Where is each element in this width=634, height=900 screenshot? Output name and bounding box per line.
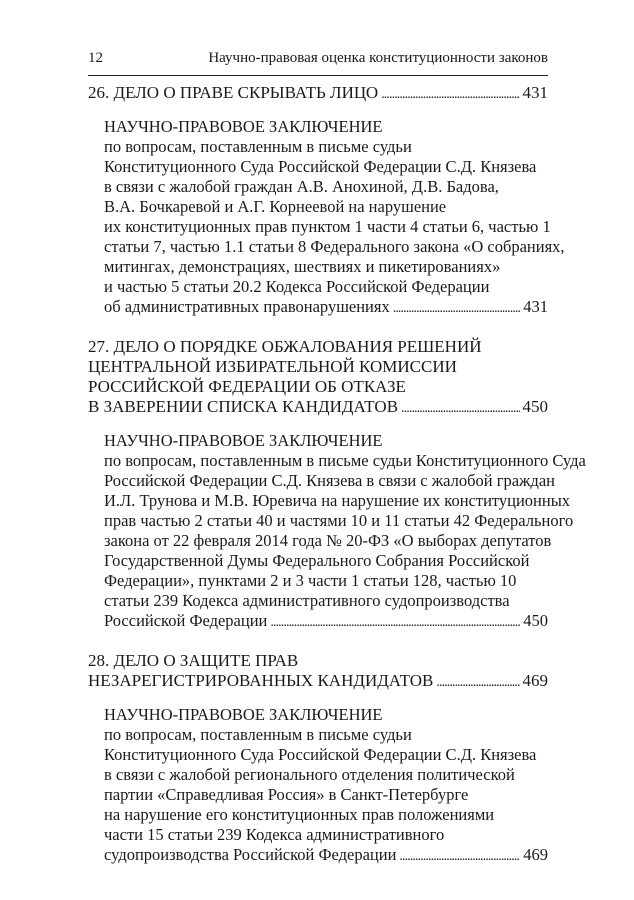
entry-last-line [104, 611, 548, 633]
entry-text-line: об административных правонарушениях [104, 297, 390, 316]
entry-text-line: в связи с жалобой граждан А.В. Анохиной, Д.В. Бадова, [104, 177, 499, 196]
case-title-line: 28. ДЕЛО О ЗАЩИТЕ ПРАВ [88, 651, 299, 670]
entry-text-line: митингах, демонстрациях, шествиях и пикетированиях» [104, 257, 501, 276]
dot-leader [401, 397, 519, 419]
entry-heading: НАУЧНО-ПРАВОВОЕ ЗАКЛЮЧЕНИЕ [104, 117, 383, 136]
entry-text-line: закона от 22 февраля 2014 года № 20-ФЗ «О выборах депутатов [104, 531, 552, 550]
dot-leader [399, 845, 520, 867]
entry-text-line: по вопросам, поставленным в письме судьи Конституционного Суда [104, 451, 586, 470]
dot-leader [436, 671, 519, 693]
toc-case-heading[interactable] [88, 337, 548, 419]
case-page-number: 469 [522, 671, 548, 690]
toc-entry[interactable] [88, 117, 565, 319]
case-page-number: 450 [522, 397, 548, 416]
page-number: 12 [88, 50, 103, 66]
entry-text-line: на нарушение его конституционных прав положениями [104, 805, 495, 824]
entry-text-line: Российской Федерации [104, 611, 268, 630]
case-title-line: 26. ДЕЛО О ПРАВЕ СКРЫВАТЬ ЛИЦО [88, 83, 379, 102]
case-page-number: 431 [522, 83, 548, 102]
entry-heading: НАУЧНО-ПРАВОВОЕ ЗАКЛЮЧЕНИЕ [104, 431, 383, 450]
entry-heading: НАУЧНО-ПРАВОВОЕ ЗАКЛЮЧЕНИЕ [104, 705, 383, 724]
entry-text-line: В.А. Бочкаревой и А.Г. Корнеевой на нарушение [104, 197, 447, 216]
entry-text-line: Государственной Думы Федерального Собрания Российской [104, 551, 530, 570]
entry-text-line: Российской Федерации С.Д. Князева в связи с жалобой граждан [104, 471, 555, 490]
entry-text-line: по вопросам, поставленным в письме судьи [104, 137, 412, 156]
entry-text-line: Федерации», пунктами 2 и 3 части 1 статьи 128, частью 10 [104, 571, 517, 590]
dot-leader [393, 297, 521, 319]
entry-text-line: и частью 5 статьи 20.2 Кодекса Российской Федерации [104, 277, 490, 296]
toc-entry[interactable] [88, 431, 586, 633]
entry-text-line: И.Л. Трунова и М.В. Юревича на нарушение их конституционных [104, 491, 571, 510]
running-title: Научно-правовая оценка конституционности законов [208, 50, 548, 66]
entry-text-line: по вопросам, поставленным в письме судьи [104, 725, 412, 744]
header-rule [88, 75, 548, 76]
running-header [88, 50, 548, 72]
entry-text-line: партии «Справедливая Россия» в Санкт-Петербурге [104, 785, 469, 804]
case-title-line: ЦЕНТРАЛЬНОЙ ИЗБИРАТЕЛЬНОЙ КОМИССИИ [88, 357, 457, 376]
toc-case-heading[interactable] [88, 83, 548, 105]
entry-page-number: 469 [523, 845, 548, 864]
entry-last-line [104, 845, 548, 867]
toc-section [88, 337, 586, 633]
entry-text-line: статьи 7, частью 1.1 статьи 8 Федерального закона «О собраниях, [104, 237, 565, 256]
table-of-contents [88, 83, 586, 867]
case-title-last-line [88, 397, 548, 419]
case-title-last-line [88, 671, 548, 693]
dot-leader [381, 83, 519, 105]
entry-text-line: судопроизводства Российской Федерации [104, 845, 397, 864]
entry-text-line: части 15 статьи 239 Кодекса административного [104, 825, 445, 844]
entry-text-line: статьи 239 Кодекса административного судопроизводства [104, 591, 510, 610]
toc-entry[interactable] [88, 705, 548, 867]
case-title-line: В ЗАВЕРЕНИИ СПИСКА КАНДИДАТОВ [88, 397, 399, 416]
case-title-line: РОССИЙСКОЙ ФЕДЕРАЦИИ ОБ ОТКАЗЕ [88, 377, 406, 396]
toc-section [88, 651, 548, 867]
entry-text-line: Конституционного Суда Российской Федерации С.Д. Князева [104, 157, 537, 176]
entry-text-line: в связи с жалобой регионального отделения политической [104, 765, 515, 784]
case-title-last-line [88, 83, 548, 105]
toc-case-heading[interactable] [88, 651, 548, 693]
entry-text-line: Конституционного Суда Российской Федерации С.Д. Князева [104, 745, 537, 764]
case-title-line: НЕЗАРЕГИСТРИРОВАННЫХ КАНДИДАТОВ [88, 671, 434, 690]
entry-text-line: прав частью 2 статьи 40 и частями 10 и 11 статьи 42 Федерального [104, 511, 574, 530]
entry-last-line [104, 297, 548, 319]
entry-page-number: 431 [523, 297, 548, 316]
entry-page-number: 450 [523, 611, 548, 630]
case-title-line: 27. ДЕЛО О ПОРЯДКЕ ОБЖАЛОВАНИЯ РЕШЕНИЙ [88, 337, 482, 356]
entry-text-line: их конституционных прав пунктом 1 части 4 статьи 6, частью 1 [104, 217, 551, 236]
toc-section [88, 83, 565, 319]
dot-leader [270, 611, 520, 633]
